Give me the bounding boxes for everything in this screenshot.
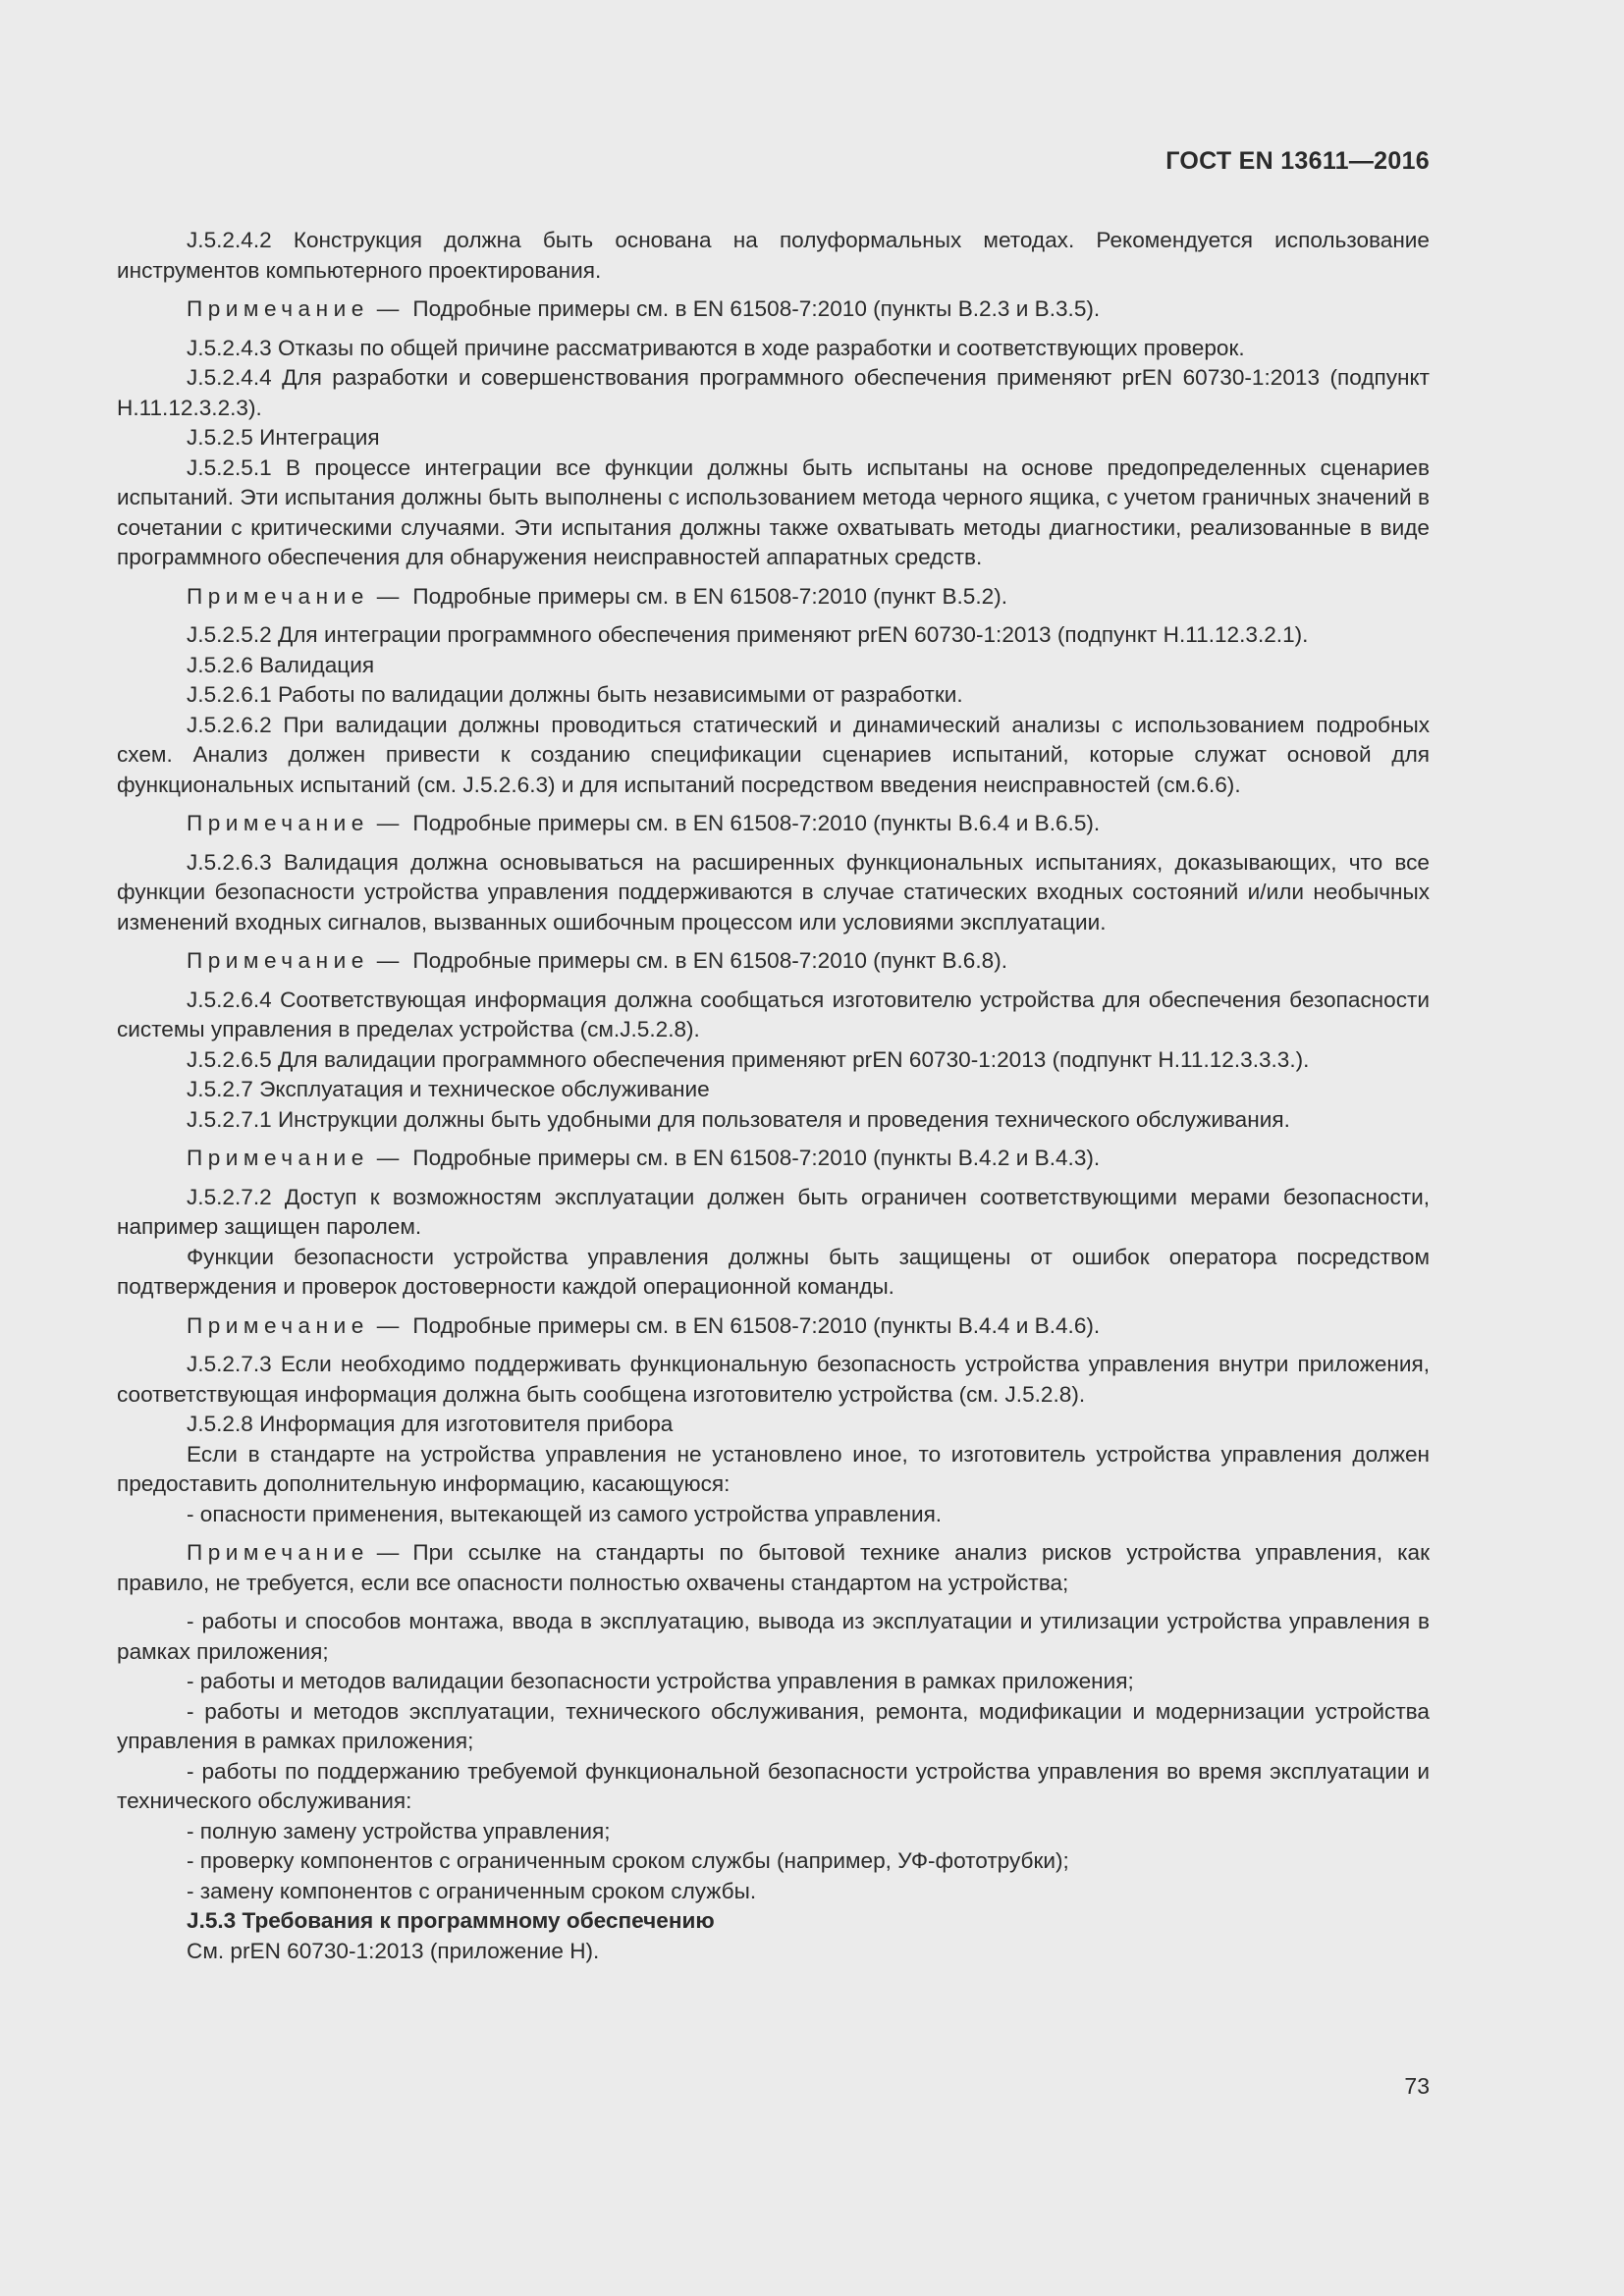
body-paragraph: J.5.2.6.4 Соответствующая информация должна сообщаться изготовителю устройства для обеспечения безопасности системы управления в пределах устройства (см.J.5.2.8). <box>117 987 1430 1041</box>
note-dash: — <box>376 948 400 973</box>
body-paragraph: J.5.2.5 Интеграция <box>187 425 380 450</box>
note-paragraph <box>117 294 1430 325</box>
body-paragraph: - полную замену устройства управления; <box>187 1818 611 1843</box>
body-paragraph: J.5.2.4.2 Конструкция должна быть основана на полуформальных методах. Рекомендуется использование инструментов компьютерного проектирования. <box>117 228 1430 283</box>
body-paragraph: - проверку компонентов с ограниченным сроком службы (например, УФ-фототрубки); <box>187 1848 1069 1873</box>
body-paragraph: - работы и методов эксплуатации, технического обслуживания, ремонта, модификации и модернизации устройства управления в рамках приложения; <box>117 1698 1430 1753</box>
note-dash: — <box>376 1312 400 1338</box>
body-paragraph: См. prEN 60730-1:2013 (приложение H). <box>187 1938 600 1963</box>
note-text: Подробные примеры см. в EN 61508-7:2010 (пункты B.4.4 и B.4.6). <box>412 1312 1101 1338</box>
body-paragraph: - замену компонентов с ограниченным сроком службы. <box>187 1878 757 1903</box>
page-number: 73 <box>1404 2073 1430 2099</box>
body-paragraph: J.5.2.7.3 Если необходимо поддерживать функциональную безопасность устройства управления внутри приложения, соответствующая информация должна быть сообщена изготовителю устройства (см. J.5.2.8). <box>117 1352 1430 1407</box>
note-paragraph <box>117 1538 1430 1598</box>
body-paragraph: Функции безопасности устройства управления должны быть защищены от ошибок оператора посредством подтверждения и проверок достоверности каждой операционной команды. <box>117 1244 1430 1299</box>
note-dash: — <box>376 583 400 609</box>
section-heading: J.5.3 Требования к программному обеспечению <box>187 1908 715 1933</box>
body-paragraph: J.5.2.5.1 В процессе интеграции все функции должны быть испытаны на основе предопределенных сценариев испытаний. Эти испытания должны быть выполнены с использованием метода черного ящика, с учетом граничных значений в сочетании с критическими случаями. Эти испытания должны также охватывать методы диагностики, реализованные в виде программного обеспечения для обнаружения неисправностей аппаратных средств. <box>117 454 1430 569</box>
note-label: Примечание <box>187 1540 369 1565</box>
body-paragraph: Если в стандарте на устройства управления не установлено иное, то изготовитель устройства управления должен предоставить дополнительную информацию, касающуюся: <box>117 1441 1430 1496</box>
body-paragraph: J.5.2.6.2 При валидации должны проводиться статический и динамический анализы с использованием подробных схем. Анализ должен привести к созданию спецификации сценариев испытаний, которые служат основой для функциональных испытаний (см. J.5.2.6.3) и для испытаний посредством введения неисправностей (см.6.6). <box>117 712 1430 797</box>
body-paragraph: - работы и методов валидации безопасности устройства управления в рамках приложения; <box>187 1669 1134 1693</box>
note-label: Примечание <box>187 1312 369 1338</box>
document-body <box>117 226 1430 1966</box>
note-dash: — <box>376 1146 400 1170</box>
body-paragraph: J.5.2.7 Эксплуатация и техническое обслуживание <box>187 1077 710 1101</box>
body-paragraph: J.5.2.4.3 Отказы по общей причине рассматриваются в ходе разработки и соответствующих проверок. <box>187 335 1245 360</box>
note-paragraph <box>117 1144 1430 1174</box>
body-paragraph: J.5.2.5.2 Для интеграции программного обеспечения применяют prEN 60730-1:2013 (подпункт H.11.12.3.2.1). <box>187 622 1309 647</box>
note-label: Примечание <box>187 1146 369 1170</box>
body-paragraph: J.5.2.6 Валидация <box>187 652 375 677</box>
page-header-title: ГОСТ EN 13611—2016 <box>1165 147 1430 175</box>
body-paragraph: - работы по поддержанию требуемой функциональной безопасности устройства управления во время эксплуатации и технического обслуживания: <box>117 1758 1430 1813</box>
note-dash: — <box>376 1540 400 1565</box>
note-label: Примечание <box>187 583 369 609</box>
note-label: Примечание <box>187 811 369 835</box>
note-text: Подробные примеры см. в EN 61508-7:2010 (пункты B.2.3 и B.3.5). <box>412 296 1101 321</box>
note-text: Подробные примеры см. в EN 61508-7:2010 (пункты B.4.2 и B.4.3). <box>412 1146 1101 1170</box>
note-text: Подробные примеры см. в EN 61508-7:2010 (пункт B.6.8). <box>412 948 1008 973</box>
note-paragraph <box>117 809 1430 839</box>
body-paragraph: - опасности применения, вытекающей из самого устройства управления. <box>187 1501 943 1526</box>
body-paragraph: J.5.2.7.1 Инструкции должны быть удобными для пользователя и проведения технического обслуживания. <box>187 1106 1290 1132</box>
body-paragraph: J.5.2.4.4 Для разработки и совершенствования программного обеспечения применяют prEN 60730-1:2013 (подпункт H.11.12.3.2.3). <box>117 365 1430 420</box>
body-paragraph: J.5.2.7.2 Доступ к возможностям эксплуатации должен быть ограничен соответствующими мерами безопасности, например защищен паролем. <box>117 1184 1430 1239</box>
body-paragraph: J.5.2.8 Информация для изготовителя прибора <box>187 1412 674 1436</box>
body-paragraph: J.5.2.6.5 Для валидации программного обеспечения применяют prEN 60730-1:2013 (подпункт H.11.12.3.3.3.). <box>187 1046 1310 1072</box>
note-text: Подробные примеры см. в EN 61508-7:2010 (пункт B.5.2). <box>412 583 1008 609</box>
note-dash: — <box>376 296 400 321</box>
note-label: Примечание <box>187 948 369 973</box>
body-paragraph: J.5.2.6.1 Работы по валидации должны быть независимыми от разработки. <box>187 682 963 707</box>
body-paragraph: J.5.2.6.3 Валидация должна основываться на расширенных функциональных испытаниях, доказывающих, что все функции безопасности устройства управления поддерживаются в случае статических входных состояний и/или необычных изменений входных сигналов, вызванных ошибочным процессом или условиями эксплуатации. <box>117 849 1430 934</box>
note-paragraph <box>117 946 1430 977</box>
body-paragraph: - работы и способов монтажа, ввода в эксплуатацию, вывода из эксплуатации и утилизации устройства управления в рамках приложения; <box>117 1609 1430 1664</box>
note-paragraph <box>117 582 1430 613</box>
note-label: Примечание <box>187 296 369 321</box>
note-text: При ссылке на стандарты по бытовой технике анализ рисков устройства управления, как правило, не требуется, если все опасности полностью охвачены стандартом на устройства; <box>117 1540 1430 1595</box>
note-paragraph <box>117 1311 1430 1342</box>
note-text: Подробные примеры см. в EN 61508-7:2010 (пункты B.6.4 и B.6.5). <box>412 811 1101 835</box>
note-dash: — <box>376 811 400 835</box>
